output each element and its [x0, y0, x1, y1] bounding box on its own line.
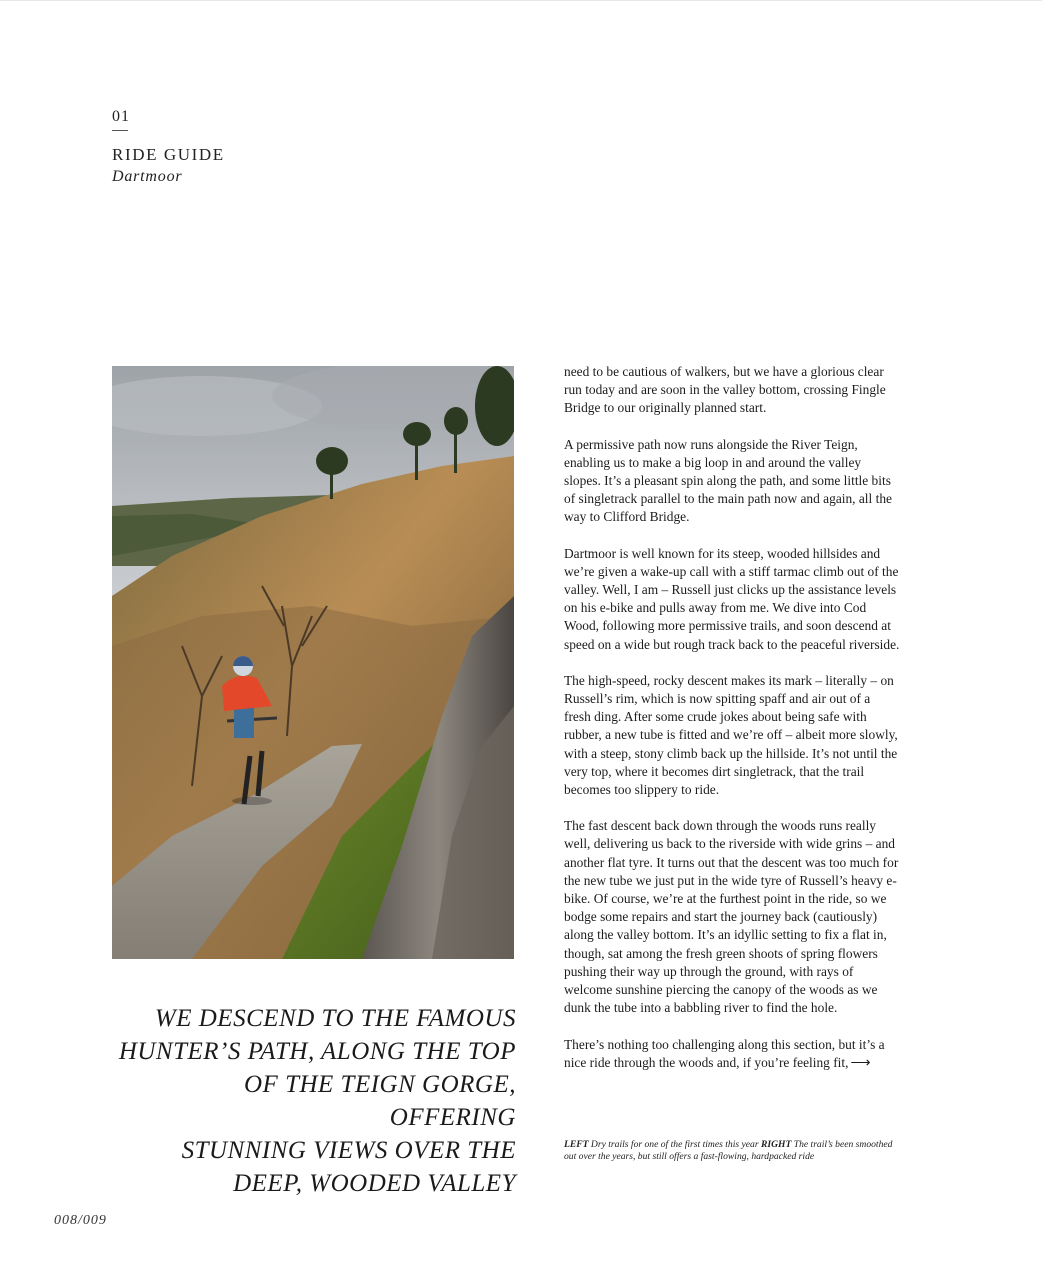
body-paragraph: The fast descent back down through the woods runs really well, delivering us back to the riverside with wide grins – and another flat tyre. It turns out that the descent was too much for the new tube we just put in the wide tyre of Russell’s heavy e-bike. Of course, we’re at the furthest point in the ride, so we bodge some repairs and start the journey back (cautiously) along the valley bottom. It’s an idyllic setting to fix a flat in, though, sat among the fresh green shoots of spring flowers pushing their way up through the ground, with rays of welcome sunshine piercing the canopy of the woods as we dunk the tube into a babbling river to find the hole. [564, 818, 899, 1016]
page-numbers: 008/009 [54, 1213, 107, 1228]
top-rule [0, 0, 1042, 1]
photo-caption [564, 1139, 904, 1163]
caption-right-text: The trail’s been smoothed out over the years, but still offers a fast-flowing, hardpacked ride [564, 1139, 893, 1162]
pull-quote-line: DEEP, WOODED VALLEY [233, 1170, 516, 1197]
guide-subtitle: Dartmoor [112, 168, 183, 185]
page-header [112, 108, 225, 186]
body-paragraph: Dartmoor is well known for its steep, wooded hillsides and we’re given a wake-up call with a stiff tarmac climb out of the valley. Well, I am – Russell just clicks up the assistance levels on his e-bike and pulls away from me. We dive into Cod Wood, following more permissive trails, and soon descend at speed on a wide but rough track back to the peaceful riverside. [564, 545, 900, 652]
pull-quote-line: STUNNING VIEWS OVER THE [181, 1137, 516, 1164]
caption-left-label: LEFT [564, 1139, 589, 1150]
mountain-bike-rider-photo [112, 366, 514, 959]
caption-right-label: RIGHT [760, 1139, 792, 1150]
pull-quote-line: WE DESCEND TO THE FAMOUS [154, 1005, 516, 1032]
continue-arrow-icon: ⟶ [850, 1055, 871, 1071]
body-paragraph-text: There’s nothing too challenging along this section, but it’s a nice ride through the woods and, if you’re feeling fit, [564, 1036, 885, 1070]
article-body [564, 363, 900, 1091]
pull-quote [112, 1002, 516, 1200]
pull-quote-line: HUNTER’S PATH, ALONG THE TOP [118, 1038, 516, 1065]
caption-left-text: Dry trails for one of the first times this year [588, 1139, 761, 1150]
guide-title: RIDE GUIDE [112, 145, 225, 164]
section-number: 01 [112, 108, 130, 125]
body-paragraph: need to be cautious of walkers, but we have a glorious clear run today and are soon in the valley bottom, crossing Fingle Bridge to our originally planned start. [564, 364, 886, 416]
body-paragraph: A permissive path now runs alongside the River Teign, enabling us to make a big loop in and around the valley slopes. It’s a pleasant spin along the path, and some little bits of singletrack parallel to the main path now and again, all the way to Clifford Bridge. [564, 436, 892, 525]
section-rule [112, 130, 128, 131]
pull-quote-line: OF THE TEIGN GORGE, OFFERING [244, 1071, 516, 1131]
body-paragraph-last [564, 1036, 900, 1073]
body-paragraph: The high-speed, rocky descent makes its mark – literally – on Russell’s rim, which is now spitting spaff and air out of a fresh ding. After some crude jokes about being safe with rubber, a new tube is fitted and we’re off – albeit more slowly, with a steep, stony climb back up the hillside. It’s not until the very top, where it becomes dirt singletrack, that the trail becomes too slippery to ride. [564, 672, 898, 798]
